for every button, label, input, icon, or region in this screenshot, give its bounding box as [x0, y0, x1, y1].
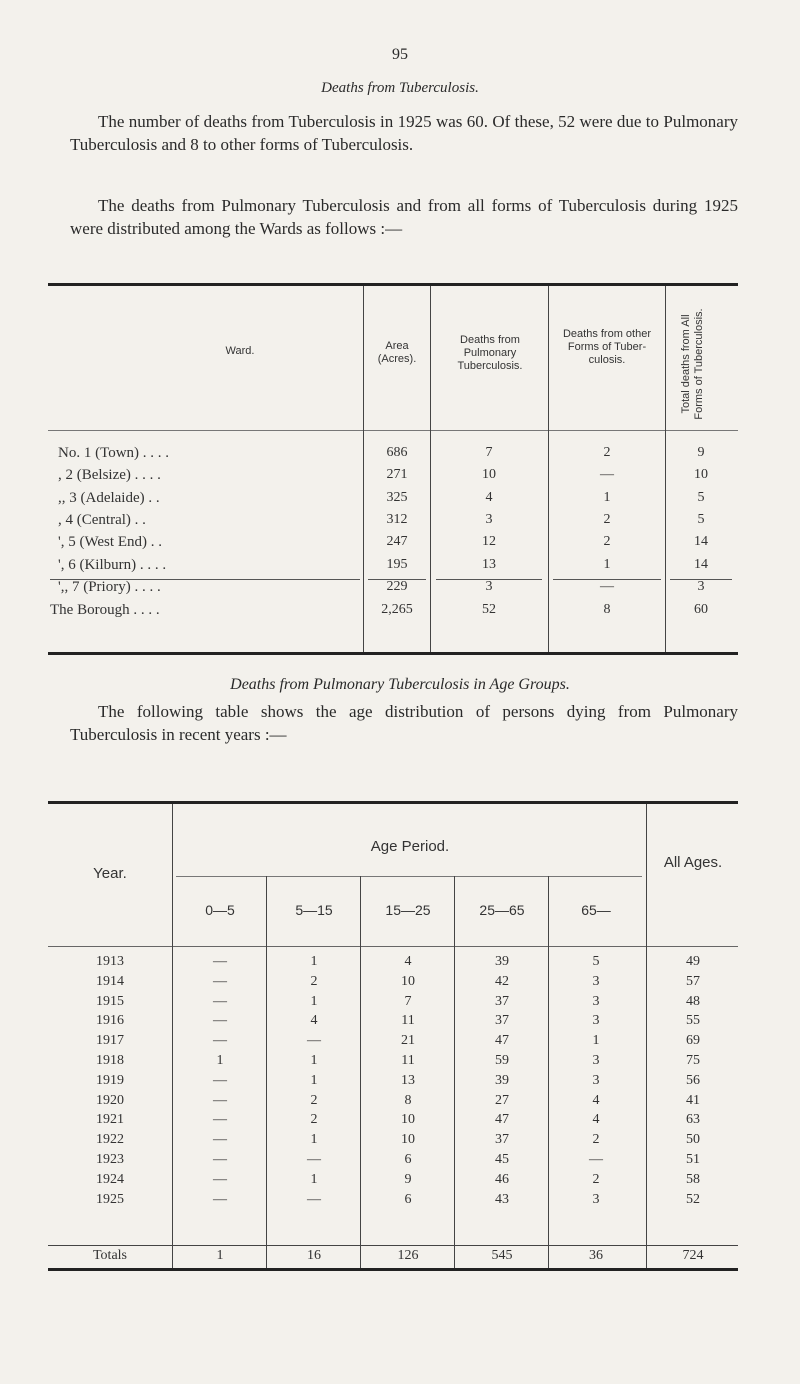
ward-cell-other: —: [600, 578, 614, 594]
age-value-cell: 10: [401, 1132, 415, 1148]
section-heading: Deaths from Tuberculosis.: [321, 80, 479, 96]
ward-cell-total: 14: [694, 534, 708, 550]
age-value-cell: 39: [495, 954, 509, 969]
all-ages-cell: 49: [686, 954, 700, 969]
all-ages-cell: 52: [686, 1191, 700, 1207]
all-ages-cell: 56: [686, 1072, 700, 1088]
age-value-cell: 1: [310, 1171, 318, 1187]
age-value-cell: 1: [310, 1132, 318, 1148]
other-forms-header: Deaths from other Forms of Tuber- culosis.: [562, 328, 652, 366]
ward-name: , 4 (Central) . .: [58, 511, 146, 528]
ward-cell-area: 312: [386, 511, 408, 527]
age-value-cell: 2: [310, 973, 318, 989]
age-value-cell: 3: [592, 1013, 600, 1029]
ward-cell-other: 2: [603, 445, 611, 460]
age-value-cell: 2: [592, 1171, 600, 1187]
age-value-cell: 4: [592, 1112, 600, 1128]
column-divider: [430, 286, 431, 652]
age-value-cell: 9: [404, 1171, 412, 1187]
ward-name: ',, 7 (Priory) . . . .: [58, 578, 161, 595]
column-divider: [454, 876, 455, 1268]
year-cell: 1925: [96, 1191, 124, 1207]
ward-name: , 2 (Belsize) . . . .: [58, 467, 161, 484]
totals-cell: 545: [491, 1248, 513, 1263]
age-value-cell: 1: [216, 1053, 224, 1068]
all-ages-cell: 50: [686, 1132, 700, 1148]
age-section-heading: Deaths from Pulmonary Tuberculosis in Age Groups.: [230, 676, 570, 693]
age-value-cell: —: [589, 1152, 603, 1167]
age-group-header: 15—25: [385, 902, 431, 918]
age-value-cell: 37: [495, 1132, 509, 1148]
age-value-cell: 1: [310, 1053, 318, 1068]
ward-cell-other: 1: [603, 556, 611, 572]
year-header: Year.: [93, 865, 127, 882]
age-value-cell: 43: [495, 1191, 509, 1207]
age-value-cell: 6: [404, 1152, 412, 1167]
age-value-cell: —: [307, 1033, 321, 1049]
age-group-header: 65—: [581, 902, 611, 918]
column-divider: [548, 876, 549, 1268]
borough-total-area: 2,265: [381, 602, 413, 617]
age-value-cell: 13: [401, 1072, 415, 1088]
ward-cell-other: 1: [603, 489, 611, 505]
age-value-cell: 1: [310, 954, 318, 969]
ward-cell-area: 247: [386, 534, 408, 550]
age-group-header: 5—15: [295, 902, 333, 918]
age-value-cell: 1: [310, 1072, 318, 1088]
age-value-cell: —: [307, 1191, 321, 1207]
age-value-cell: 7: [404, 993, 412, 1009]
age-value-cell: —: [213, 973, 227, 989]
age-value-cell: 10: [401, 1112, 415, 1128]
age-value-cell: 4: [404, 954, 412, 969]
age-value-cell: 46: [495, 1171, 509, 1187]
totals-cell: 1: [216, 1248, 224, 1263]
age-value-cell: —: [213, 1013, 227, 1029]
borough-total-pulmonary: 52: [482, 602, 496, 617]
totals-all-ages-cell: 724: [682, 1248, 704, 1263]
ward-name: ,, 3 (Adelaide) . .: [58, 489, 160, 506]
age-group-header: 25—65: [479, 902, 525, 918]
age-value-cell: 37: [495, 993, 509, 1009]
age-value-cell: —: [213, 1112, 227, 1128]
all-ages-cell: 48: [686, 993, 700, 1009]
ward-cell-total: 10: [694, 467, 708, 483]
ward-cell-other: 2: [603, 534, 611, 550]
year-cell: 1921: [96, 1112, 124, 1128]
year-cell: 1914: [96, 973, 124, 989]
year-cell: 1922: [96, 1132, 124, 1148]
ward-cell-total: 9: [697, 445, 705, 460]
age-value-cell: —: [213, 1072, 227, 1088]
year-cell: 1917: [96, 1033, 124, 1049]
ward-cell-area: 325: [386, 489, 408, 505]
age-value-cell: 42: [495, 973, 509, 989]
age-value-cell: —: [213, 1033, 227, 1049]
ward-cell-pulmonary: 4: [485, 489, 493, 505]
ward-cell-pulmonary: 13: [482, 556, 496, 572]
distribution-paragraph: The deaths from Pulmonary Tuberculosis and from all forms of Tuberculosis during 1925 were distributed among the Wards as follows :—: [70, 196, 738, 238]
age-value-cell: —: [213, 1092, 227, 1108]
ward-cell-area: 195: [386, 556, 408, 572]
borough-total-other: 8: [603, 602, 611, 617]
totals-label: Totals: [92, 1248, 127, 1263]
age-value-cell: 6: [404, 1191, 412, 1207]
year-cell: 1919: [96, 1072, 124, 1088]
age-value-cell: 2: [310, 1092, 318, 1108]
age-value-cell: 39: [495, 1072, 509, 1088]
ward-cell-other: 2: [603, 511, 611, 527]
ward-name: ', 5 (West End) . .: [58, 534, 162, 551]
ward-cell-pulmonary: 12: [482, 534, 496, 550]
borough-total-label: The Borough . . . .: [50, 602, 160, 618]
ward-header: Ward.: [225, 345, 255, 357]
age-value-cell: 4: [310, 1013, 318, 1029]
age-value-cell: —: [213, 954, 227, 969]
column-divider: [665, 286, 666, 652]
age-value-cell: 37: [495, 1013, 509, 1029]
totals-cell: 36: [589, 1248, 603, 1263]
age-table-top-rule: [48, 801, 738, 804]
all-ages-cell: 55: [686, 1013, 700, 1029]
ward-cell-area: 271: [386, 467, 408, 483]
ward-cell-area: 686: [386, 445, 408, 460]
intro-paragraph: The number of deaths from Tuberculosis in 1925 was 60. Of these, 52 were due to Pulmonary Tuberculosis and 8 to other forms of Tuberculosis.: [70, 112, 738, 154]
age-period-header: Age Period.: [370, 838, 450, 855]
all-ages-cell: 69: [686, 1033, 700, 1049]
ward-cell-area: 229: [386, 578, 408, 594]
age-value-cell: 3: [592, 973, 600, 989]
age-header-divider: [48, 946, 738, 947]
all-ages-cell: 57: [686, 973, 700, 989]
totals-cell: 16: [307, 1248, 321, 1263]
table-top-rule: [48, 283, 738, 286]
ward-cell-total: 5: [697, 511, 705, 527]
age-value-cell: 2: [592, 1132, 600, 1148]
all-ages-cell: 41: [686, 1092, 700, 1108]
age-value-cell: 1: [310, 993, 318, 1009]
age-value-cell: 47: [495, 1112, 509, 1128]
total-header: Total deaths from All Forms of Tuberculosis.: [680, 308, 705, 420]
column-divider: [363, 286, 364, 652]
age-value-cell: 59: [495, 1053, 509, 1068]
year-cell: 1913: [96, 954, 124, 969]
age-value-cell: 21: [401, 1033, 415, 1049]
ward-cell-pulmonary: 7: [485, 445, 493, 460]
ward-cell-total: 3: [697, 578, 705, 594]
ward-cell-pulmonary: 10: [482, 467, 496, 483]
age-value-cell: 27: [495, 1092, 509, 1108]
age-value-cell: 3: [592, 1053, 600, 1068]
column-divider: [360, 876, 361, 1268]
all-ages-cell: 51: [686, 1152, 700, 1167]
age-value-cell: 3: [592, 1072, 600, 1088]
age-group-header: 0—5: [205, 902, 235, 918]
age-value-cell: 47: [495, 1033, 509, 1049]
header-divider: [48, 430, 738, 431]
age-value-cell: 3: [592, 993, 600, 1009]
column-divider: [646, 804, 647, 1268]
age-value-cell: —: [213, 1132, 227, 1148]
all-ages-header: All Ages.: [663, 854, 723, 871]
totals-cell: 126: [397, 1248, 419, 1263]
column-divider: [172, 804, 173, 1268]
ward-cell-other: —: [600, 467, 614, 483]
ward-cell-total: 5: [697, 489, 705, 505]
age-value-cell: 4: [592, 1092, 600, 1108]
year-cell: 1915: [96, 993, 124, 1009]
area-header: Area (Acres).: [377, 340, 417, 365]
age-value-cell: 8: [404, 1092, 412, 1108]
ward-cell-pulmonary: 3: [485, 511, 493, 527]
pulmonary-header: Deaths from Pulmonary Tuberculosis.: [457, 334, 523, 372]
all-ages-cell: 75: [686, 1053, 700, 1068]
age-value-cell: 10: [401, 973, 415, 989]
age-value-cell: 3: [592, 1191, 600, 1207]
age-value-cell: 11: [401, 1053, 415, 1068]
age-value-cell: —: [213, 1171, 227, 1187]
age-table-bottom-rule: [48, 1268, 738, 1271]
year-cell: 1920: [96, 1092, 124, 1108]
year-cell: 1916: [96, 1013, 124, 1029]
year-cell: 1918: [96, 1053, 124, 1068]
page-number: 95: [392, 46, 408, 63]
borough-total-total: 60: [694, 602, 708, 617]
ward-name: No. 1 (Town) . . . .: [58, 445, 170, 461]
totals-divider: [48, 1245, 738, 1246]
ward-name: ', 6 (Kilburn) . . . .: [58, 556, 167, 573]
column-divider: [266, 876, 267, 1268]
age-value-cell: 5: [592, 954, 600, 969]
table-bottom-rule: [48, 652, 738, 655]
age-period-divider: [176, 876, 642, 877]
age-value-cell: 45: [495, 1152, 509, 1167]
column-divider: [548, 286, 549, 652]
year-cell: 1923: [96, 1152, 124, 1167]
ward-cell-total: 14: [694, 556, 708, 572]
all-ages-cell: 63: [686, 1112, 700, 1128]
ward-cell-pulmonary: 3: [485, 578, 493, 594]
age-value-cell: —: [213, 1191, 227, 1207]
age-value-cell: —: [213, 1152, 227, 1167]
age-value-cell: —: [213, 993, 227, 1009]
all-ages-cell: 58: [686, 1171, 700, 1187]
age-paragraph: The following table shows the age distribution of persons dying from Pulmonary Tuberculosis in recent years :—: [70, 702, 738, 744]
age-value-cell: —: [307, 1152, 321, 1167]
age-value-cell: 1: [592, 1033, 600, 1049]
year-cell: 1924: [96, 1171, 124, 1187]
age-value-cell: 11: [401, 1013, 415, 1029]
age-value-cell: 2: [310, 1112, 318, 1128]
